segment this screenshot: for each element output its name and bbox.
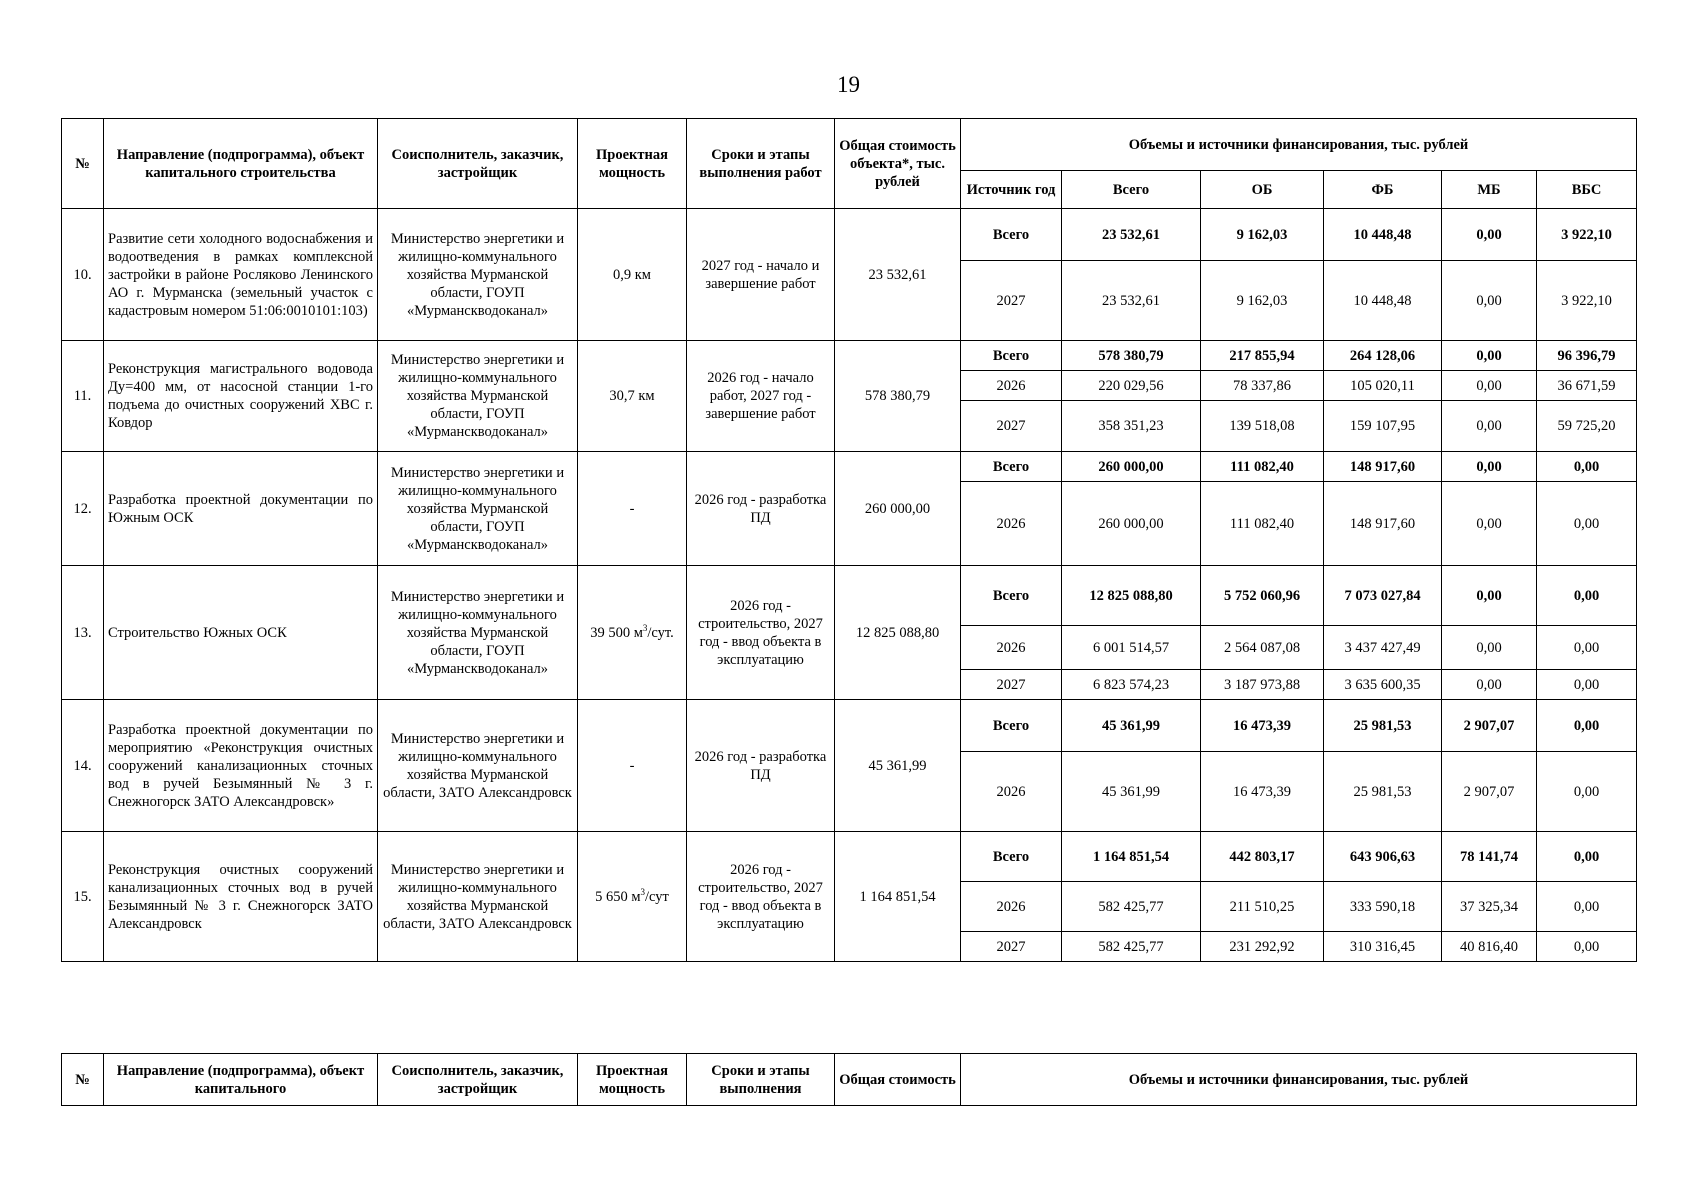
source-year: 2027 (961, 932, 1062, 962)
financing-ob: 231 292,92 (1201, 932, 1324, 962)
financing-total: 45 361,99 (1062, 752, 1201, 832)
financing-ob: 442 803,17 (1201, 832, 1324, 882)
capacity-value: 5 650 м (595, 888, 641, 905)
financing-fb: 3 635 600,35 (1324, 670, 1442, 700)
financing-vbs: 0,00 (1537, 452, 1637, 482)
financing-fb: 25 981,53 (1324, 752, 1442, 832)
financing-vbs: 36 671,59 (1537, 371, 1637, 401)
source-year: Всего (961, 341, 1062, 371)
total-cost: 578 380,79 (835, 341, 961, 452)
cont-header-cost: Общая стоимость (835, 1054, 961, 1106)
capacity (578, 452, 687, 566)
source-year: Всего (961, 700, 1062, 752)
row-number: 13. (62, 566, 104, 700)
financing-mb: 2 907,07 (1442, 700, 1537, 752)
header-no: № (62, 119, 104, 209)
financing-fb: 25 981,53 (1324, 700, 1442, 752)
financing-fb: 7 073 027,84 (1324, 566, 1442, 626)
terms: 2026 год - начало работ, 2027 год - завершение работ (687, 341, 835, 452)
executor: Министерство энергетики и жилищно-коммунального хозяйства Мурманской области, ЗАТО Александровск (378, 700, 578, 832)
table-row (62, 341, 1637, 371)
capacity-value: 30,7 км (609, 388, 655, 404)
financing-total: 260 000,00 (1062, 482, 1201, 566)
financing-total: 45 361,99 (1062, 700, 1201, 752)
financing-mb: 78 141,74 (1442, 832, 1537, 882)
financing-total: 6 823 574,23 (1062, 670, 1201, 700)
financing-mb: 0,00 (1442, 261, 1537, 341)
financing-fb: 159 107,95 (1324, 401, 1442, 452)
financing-vbs: 0,00 (1537, 832, 1637, 882)
financing-ob: 217 855,94 (1201, 341, 1324, 371)
financing-mb: 40 816,40 (1442, 932, 1537, 962)
header-source-year: Источник год (961, 171, 1062, 209)
financing-total: 260 000,00 (1062, 452, 1201, 482)
source-year: 2026 (961, 752, 1062, 832)
executor: Министерство энергетики и жилищно-коммунального хозяйства Мурманской области, ГОУП «Мурманскводоканал» (378, 452, 578, 566)
financing-vbs: 0,00 (1537, 932, 1637, 962)
financing-total: 12 825 088,80 (1062, 566, 1201, 626)
financing-fb: 10 448,48 (1324, 261, 1442, 341)
capacity-unit: /сут. (647, 624, 674, 641)
header-financing: Объемы и источники финансирования, тыс. рублей (961, 119, 1637, 171)
financing-ob: 9 162,03 (1201, 209, 1324, 261)
source-year: Всего (961, 566, 1062, 626)
total-cost: 260 000,00 (835, 452, 961, 566)
cont-header-no: № (62, 1054, 104, 1106)
financing-mb: 0,00 (1442, 482, 1537, 566)
header-ob: ОБ (1201, 171, 1324, 209)
source-year: Всего (961, 209, 1062, 261)
financing-ob: 111 082,40 (1201, 452, 1324, 482)
object-name: Реконструкция очистных сооружений канализационных сточных вод в ручей Безымянный № 3 г. Снежногорск ЗАТО Александровск (104, 832, 378, 962)
financing-fb: 3 437 427,49 (1324, 626, 1442, 670)
row-number: 14. (62, 700, 104, 832)
terms: 2026 год - разработка ПД (687, 452, 835, 566)
financing-fb: 643 906,63 (1324, 832, 1442, 882)
row-number: 15. (62, 832, 104, 962)
executor: Министерство энергетики и жилищно-коммунального хозяйства Мурманской области, ГОУП «Мурманскводоканал» (378, 209, 578, 341)
table-header (62, 119, 1637, 209)
row-number: 12. (62, 452, 104, 566)
header-capacity: Проектная мощность (578, 119, 687, 209)
table-row (62, 832, 1637, 882)
capacity (578, 566, 687, 700)
terms: 2026 год - строительство, 2027 год - ввод объекта в эксплуатацию (687, 832, 835, 962)
continuation-table-header (61, 1053, 1637, 1106)
financing-total: 1 164 851,54 (1062, 832, 1201, 882)
financing-mb: 0,00 (1442, 209, 1537, 261)
header-direction: Направление (подпрограмма), объект капитального строительства (104, 119, 378, 209)
financing-mb: 0,00 (1442, 401, 1537, 452)
terms: 2027 год - начало и завершение работ (687, 209, 835, 341)
header-total: Всего (1062, 171, 1201, 209)
financing-ob: 3 187 973,88 (1201, 670, 1324, 700)
source-year: 2027 (961, 261, 1062, 341)
table-row (62, 452, 1637, 482)
executor: Министерство энергетики и жилищно-коммунального хозяйства Мурманской области, ЗАТО Александровск (378, 832, 578, 962)
capacity (578, 209, 687, 341)
financing-mb: 0,00 (1442, 566, 1537, 626)
header-mb: МБ (1442, 171, 1537, 209)
financing-mb: 0,00 (1442, 626, 1537, 670)
source-year: 2027 (961, 670, 1062, 700)
capacity-value: 39 500 м (590, 624, 643, 641)
header-terms: Сроки и этапы выполнения работ (687, 119, 835, 209)
financing-vbs: 3 922,10 (1537, 209, 1637, 261)
financing-mb: 0,00 (1442, 371, 1537, 401)
cont-header-capacity: Проектная мощность (578, 1054, 687, 1106)
capacity-superscript: 3 (640, 886, 646, 897)
financing-ob: 211 510,25 (1201, 882, 1324, 932)
cont-header-terms: Сроки и этапы выполнения (687, 1054, 835, 1106)
capacity-superscript: 3 (642, 622, 648, 633)
capacity (578, 341, 687, 452)
financing-fb: 310 316,45 (1324, 932, 1442, 962)
financing-mb: 0,00 (1442, 670, 1537, 700)
capacity-value: - (629, 757, 635, 774)
financing-mb: 2 907,07 (1442, 752, 1537, 832)
financing-ob: 16 473,39 (1201, 752, 1324, 832)
table-row (62, 209, 1637, 261)
financing-fb: 148 917,60 (1324, 452, 1442, 482)
financing-ob: 78 337,86 (1201, 371, 1324, 401)
financing-fb: 105 020,11 (1324, 371, 1442, 401)
financing-vbs: 96 396,79 (1537, 341, 1637, 371)
table-row (62, 566, 1637, 626)
financing-mb: 0,00 (1442, 341, 1537, 371)
source-year: 2026 (961, 882, 1062, 932)
row-number: 10. (62, 209, 104, 341)
page-number: 19 (837, 72, 860, 97)
cont-header-direction: Направление (подпрограмма), объект капитального (104, 1054, 378, 1106)
financing-ob: 139 518,08 (1201, 401, 1324, 452)
object-name: Реконструкция магистрального водовода Ду=400 мм, от насосной станции 1-го подъема до очистных сооружений ХВС г. Ковдор (104, 341, 378, 452)
financing-total: 23 532,61 (1062, 261, 1201, 341)
executor: Министерство энергетики и жилищно-коммунального хозяйства Мурманской области, ГОУП «Мурманскводоканал» (378, 341, 578, 452)
capacity-unit: /сут (645, 888, 669, 905)
financing-ob: 2 564 087,08 (1201, 626, 1324, 670)
cont-header-executor: Соисполнитель, заказчик, застройщик (378, 1054, 578, 1106)
total-cost: 23 532,61 (835, 209, 961, 341)
table-row (62, 700, 1637, 752)
object-name: Разработка проектной документации по Южным ОСК (104, 452, 378, 566)
source-year: 2026 (961, 626, 1062, 670)
source-year: 2026 (961, 371, 1062, 401)
financing-total: 578 380,79 (1062, 341, 1201, 371)
financing-vbs: 59 725,20 (1537, 401, 1637, 452)
financing-total: 220 029,56 (1062, 371, 1201, 401)
source-year: Всего (961, 832, 1062, 882)
source-year: Всего (961, 452, 1062, 482)
financing-vbs: 0,00 (1537, 670, 1637, 700)
financing-vbs: 3 922,10 (1537, 261, 1637, 341)
financing-vbs: 0,00 (1537, 752, 1637, 832)
object-name: Строительство Южных ОСК (104, 566, 378, 700)
financing-total: 6 001 514,57 (1062, 626, 1201, 670)
total-cost: 12 825 088,80 (835, 566, 961, 700)
capacity-value: 0,9 км (613, 266, 651, 283)
financing-fb: 148 917,60 (1324, 482, 1442, 566)
header-cost: Общая стоимость объекта*, тыс. рублей (835, 119, 961, 209)
total-cost: 45 361,99 (835, 700, 961, 832)
financing-ob: 16 473,39 (1201, 700, 1324, 752)
financing-vbs: 0,00 (1537, 626, 1637, 670)
terms: 2026 год - разработка ПД (687, 700, 835, 832)
capacity-value: - (629, 500, 635, 517)
financing-ob: 5 752 060,96 (1201, 566, 1324, 626)
financing-vbs: 0,00 (1537, 882, 1637, 932)
financing-vbs: 0,00 (1537, 482, 1637, 566)
financing-vbs: 0,00 (1537, 700, 1637, 752)
financing-total: 23 532,61 (1062, 209, 1201, 261)
financing-total: 582 425,77 (1062, 932, 1201, 962)
financing-fb: 10 448,48 (1324, 209, 1442, 261)
financing-total: 358 351,23 (1062, 401, 1201, 452)
object-name: Развитие сети холодного водоснабжения и водоотведения в рамках комплексной застройки в районе Росляково Ленинского АО г. Мурманска (земельный участок с кадастровым номером 51:06:0010101:103) (104, 209, 378, 341)
total-cost: 1 164 851,54 (835, 832, 961, 962)
financing-mb: 0,00 (1442, 452, 1537, 482)
terms: 2026 год - строительство, 2027 год - ввод объекта в эксплуатацию (687, 566, 835, 700)
header-executor: Соисполнитель, заказчик, застройщик (378, 119, 578, 209)
financing-fb: 333 590,18 (1324, 882, 1442, 932)
source-year: 2026 (961, 482, 1062, 566)
financing-table (61, 118, 1637, 962)
object-name: Разработка проектной документации по мероприятию «Реконструкция очистных сооружений канализационных сточных вод в ручей Безымянный № 3 г. Снежногорск ЗАТО Александровск» (104, 700, 378, 832)
cont-header-financing: Объемы и источники финансирования, тыс. рублей (961, 1054, 1637, 1106)
financing-fb: 264 128,06 (1324, 341, 1442, 371)
financing-vbs: 0,00 (1537, 566, 1637, 626)
table-body (62, 209, 1637, 962)
financing-ob: 111 082,40 (1201, 482, 1324, 566)
financing-mb: 37 325,34 (1442, 882, 1537, 932)
header-fb: ФБ (1324, 171, 1442, 209)
financing-total: 582 425,77 (1062, 882, 1201, 932)
capacity (578, 832, 687, 962)
capacity (578, 700, 687, 832)
executor: Министерство энергетики и жилищно-коммунального хозяйства Мурманской области, ГОУП «Мурманскводоканал» (378, 566, 578, 700)
row-number: 11. (62, 341, 104, 452)
financing-ob: 9 162,03 (1201, 261, 1324, 341)
header-vbs: ВБС (1537, 171, 1637, 209)
source-year: 2027 (961, 401, 1062, 452)
